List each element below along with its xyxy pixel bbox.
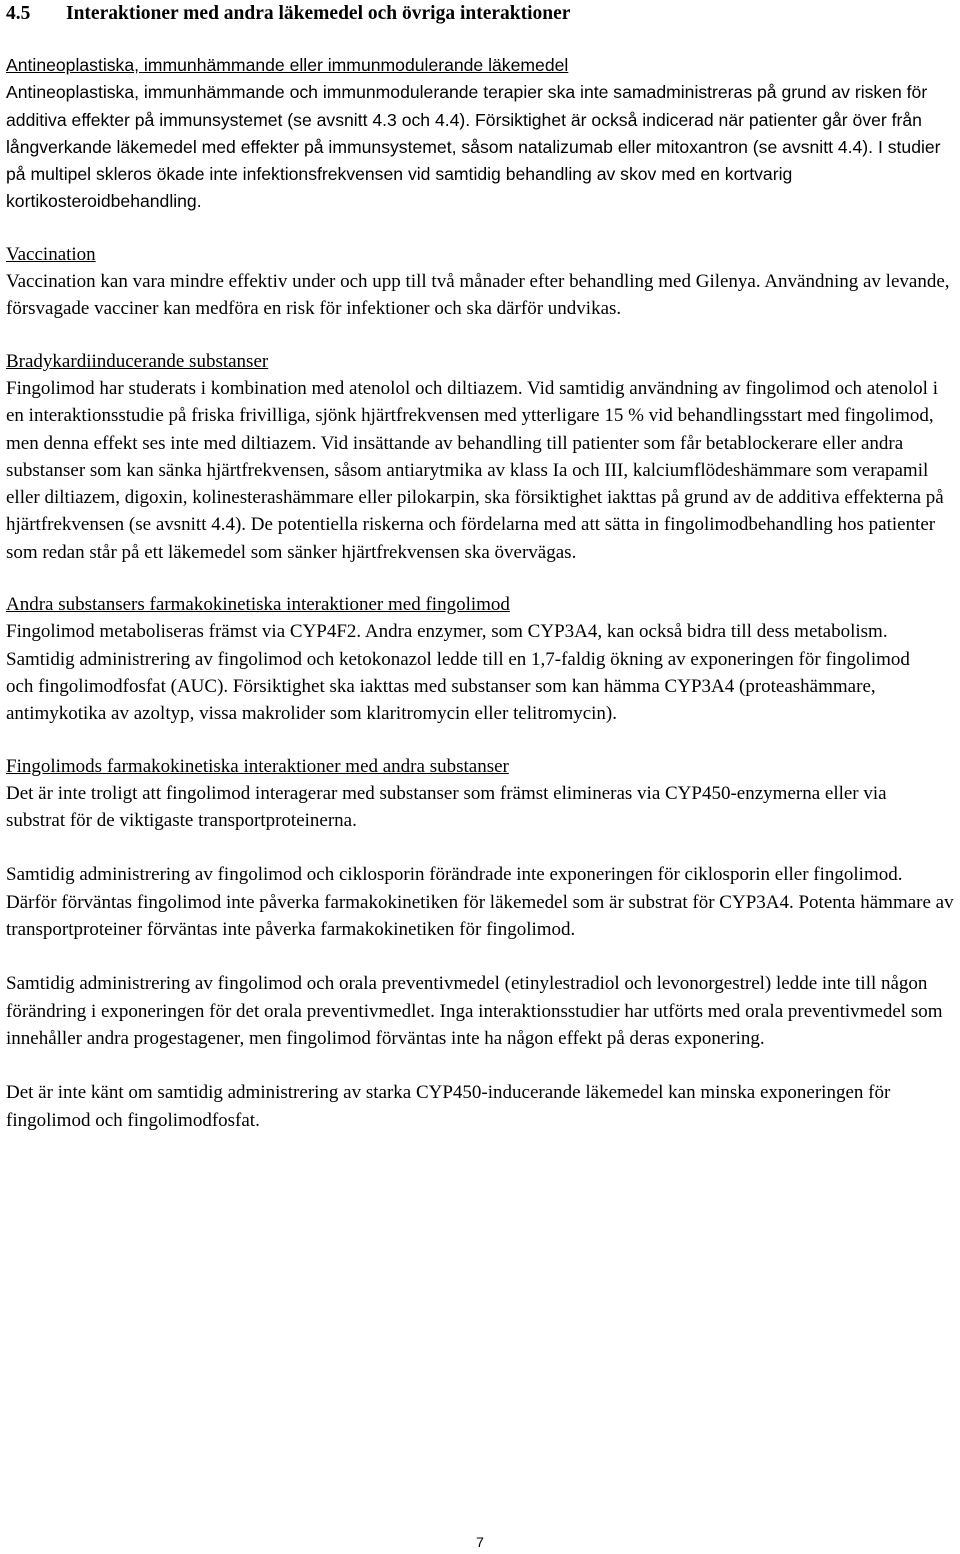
paragraph-fingolimod-pk-4: Det är inte känt om samtidig administrering av starka CYP450-inducerande läkemedel kan minska exponeringen för fingolimod och fingolimodfosfat.: [6, 1082, 891, 1131]
section-fingolimod-pk: [6, 753, 956, 1134]
paragraph-other-substances-pk: Fingolimod metaboliseras främst via CYP4F2. Andra enzymer, som CYP3A4, kan också bidra till dess metabolism. Samtidig administrering av fingolimod och ketokonazol ledde till en 1,7-faldig ökning av exponeringen för fingolimod och fingolimodfosfat (AUC). Försiktighet ska iakttas med substanser som kan hämma CYP3A4 (proteashämmare, antimykotika av azoltyp, vissa makrolider som klaritromycin eller telitromycin).: [6, 621, 910, 725]
subheading-antineoplastic: Antineoplastiska, immunhämmande eller immunmodulerande läkemedel: [6, 55, 569, 75]
subheading-other-substances-pk: Andra substansers farmakokinetiska interaktioner med fingolimod: [6, 594, 510, 616]
paragraph-antineoplastic: Antineoplastiska, immunhämmande och immunmodulerande terapier ska inte samadministreras på grund av risken för additiva effekter på immunsystemet (se avsnitt 4.3 och 4.4). Försiktighet är också indicerad när patienter går över från långverkande läkemedel med effekter på immunsystemet, såsom natalizumab eller mitoxantron (se avsnitt 4.4). I studier på multipel skleros ökade inte infektionsfrekvensen vid samtidig behandling av skov med en kortvarig kortikosteroidbehandling.: [6, 82, 941, 212]
section-other-substances-pk: [6, 591, 956, 727]
paragraph-bradycardia: Fingolimod har studerats i kombination med atenolol och diltiazem. Vid samtidig användning av fingolimod och atenolol i en interaktionsstudie på friska frivilliga, sjönk hjärtfrekvensen med ytterligare 15 % vid behandlingsstart med fingolimod, men denna effekt ses inte med diltiazem. Vid insättande av behandling till patienter som får betablockerare eller andra substanser som kan sänka hjärtfrekvensen, såsom antiarytmika av klass Ia och III, kalciumflödeshämmare som verapamil eller diltiazem, digoxin, kolinesterashämmare eller pilokarpin, ska försiktighet iakttas på grund av de additiva effekterna på hjärtfrekvensen (se avsnitt 4.4). De potentiella riskerna och fördelarna med att sätta in fingolimodbehandling hos patienter som redan står på ett läkemedel som sänker hjärtfrekvensen ska övervägas.: [6, 377, 944, 563]
section-vaccination: [6, 241, 956, 323]
subheading-bradycardia: Bradykardiinducerande substanser: [6, 350, 269, 372]
page-number: 7: [476, 1534, 484, 1550]
section-number: 4.5: [6, 3, 31, 24]
section-heading: [6, 0, 956, 28]
paragraph-fingolimod-pk-3: Samtidig administrering av fingolimod och orala preventivmedel (etinylestradiol och levonorgestrel) ledde inte till någon förändring i exponeringen för det orala preventivmedlet. Inga interaktionsstudier har utförts med orala preventivmedel som innehåller andra progestagener, men fingolimod förväntas inte ha någon effekt på deras exponering.: [6, 973, 943, 1049]
section-antineoplastic: [6, 52, 956, 216]
document-page: [6, 0, 956, 1134]
section-title: Interaktioner med andra läkemedel och övriga interaktioner: [66, 3, 571, 24]
paragraph-vaccination: Vaccination kan vara mindre effektiv under och upp till två månader efter behandling med Gilenya. Användning av levande, försvagade vacciner kan medföra en risk för infektioner och ska därför undvikas.: [6, 271, 950, 320]
paragraph-fingolimod-pk-2: Samtidig administrering av fingolimod och ciklosporin förändrade inte exponeringen för ciklosporin eller fingolimod. Därför förväntas fingolimod inte påverka farmakokinetiken för läkemedel som är substrat för CYP3A4. Potenta hämmare av transportproteiner förväntas inte påverka farmakokinetiken för fingolimod.: [6, 864, 954, 941]
paragraph-fingolimod-pk-1: Det är inte troligt att fingolimod interagerar med substanser som främst elimineras via CYP450-enzymerna eller via substrat för de viktigaste transportproteinerna.: [6, 782, 887, 832]
subheading-vaccination: Vaccination: [6, 243, 96, 265]
subheading-fingolimod-pk: Fingolimods farmakokinetiska interaktioner med andra substanser: [6, 755, 509, 777]
section-bradycardia: [6, 348, 956, 566]
